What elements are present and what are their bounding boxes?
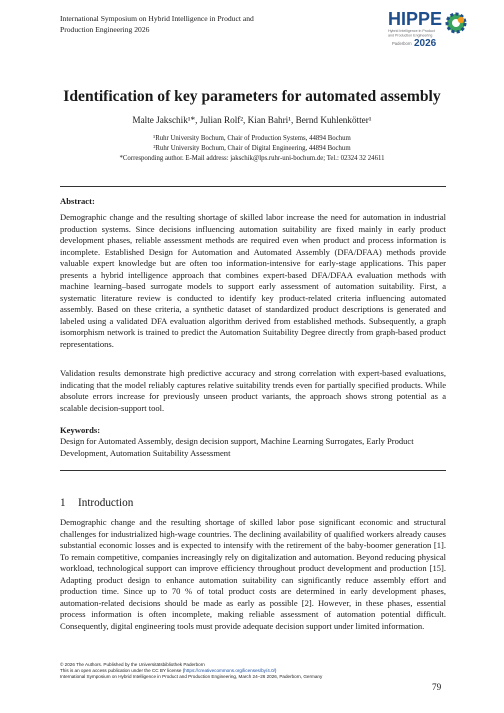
introduction-paragraph: Demographic change and the resulting shortage of skilled labor pose significant economic and structural challenges for industrialized high-wage countries. The declining availability of qualified workers already causes substantial economic losses and is expected to intensify with the retirement of the baby-boomer generation [1]. To remain competitive, companies increasingly rely on digitalization and automation. Beyond reducing physical workload, technological support can improve efficiency throughout product development and production [15]. Adapting product design to enhance automation suitability can significantly reduce assembly effort and production time. Since up to 70 % of total product costs are determined in early development phases, automation-related decisions should be made as early as possible [2]. However, in these phases, essential process information is often incomplete, making reliable assessment of automation potential difficult. Consequently, digital engineering tools must provide adequate decision support under limited information. <box>60 517 446 631</box>
footer-notice <box>60 662 446 681</box>
keywords-text: Design for Automated Assembly, design decision support, Machine Learning Surrogates, Early Product Development, Automation Suitability Assessment <box>60 436 414 458</box>
conference-header <box>60 14 310 35</box>
footer-conference: International Symposium on Hybrid Intelligence in Product and Production Engineering, March 24–26 2026, Paderborn, Germany <box>60 674 323 680</box>
affiliations <box>0 134 504 164</box>
logo-tagline-2: and Production Engineering <box>388 33 433 38</box>
license-link[interactable]: https://creativecommons.org/licenses/by/4.0/ <box>184 668 275 674</box>
hippe-logo <box>388 8 468 50</box>
conference-name-line-2: Production Engineering 2026 <box>60 24 150 34</box>
logo-city: Paderborn <box>392 41 412 46</box>
affiliation-2: ²Ruhr University Bochum, Chair of Digital Engineering, 44894 Bochum <box>153 145 351 152</box>
divider-bottom <box>60 470 446 471</box>
logo-tagline-1: Hybrid Intelligence in Product <box>388 29 435 33</box>
footer-copyright: © 2026 The Authors. Published by the Universitätsbibliothek Paderborn <box>60 662 205 667</box>
author-list: Malte Jakschik¹*, Julian Rolf², Kian Bahri¹, Bernd Kuhlenkötter¹ <box>132 115 372 125</box>
section-number: 1 <box>60 497 66 509</box>
gear-icon <box>447 14 465 32</box>
abstract-paragraph-1: Demographic change and the resulting shortage of skilled labor increase the need for automation in industrial production systems. Since decisions influencing automation suitability are fixed mainly in early product development phases, reliable assessment methods are required even when product and process information is incomplete. Established Design for Automation and Automated Assembly (DFA/DFAA) methods provide valuable expert knowledge but are often too information-intensive for early-stage applications. This paper presents a hybrid intelligence approach that combines expert-based DFA/DFAA evaluation methods with machine learning–based surrogate models to support early assessment of automation suitability. First, a systematic literature review is conducted to identify key product-related criteria influencing automated assembly. Based on these criteria, a synthetic dataset of standardized product descriptions is generated and labeled using a validated DFA evaluation algorithm derived from established methods. Subsequently, a graph isomorphism network is trained to predict the Automation Suitability Degree directly from graph-based product representations. <box>60 212 446 349</box>
paper-title: Identification of key parameters for automated assembly <box>63 88 441 105</box>
section-title: Introduction <box>78 497 134 509</box>
corresponding-author: *Corresponding author. E-Mail address: jakschik@lps.ruhr-uni-bochum.de; Tel.: 02324 32 24611 <box>119 155 385 162</box>
conference-name-line-1: International Symposium on Hybrid Intelligence in Product and <box>60 14 254 23</box>
page-number: 79 <box>432 682 442 692</box>
abstract-paragraph-2: Validation results demonstrate high predictive accuracy and strong correlation with expert-based evaluations, indicating that the model reliably captures relative suitability trends even for partially specified products. While absolute errors increase for previously unseen product variants, the approach shows strong potential as a scalable decision-support tool. <box>60 368 446 413</box>
affiliation-1: ¹Ruhr University Bochum, Chair of Production Systems, 44894 Bochum <box>153 135 351 142</box>
keywords-heading: Keywords: <box>60 425 101 435</box>
abstract-heading: Abstract: <box>60 196 95 206</box>
footer-license-text: This is an open access publication under the CC BY license ( <box>60 668 185 674</box>
logo-brand-text: HIPPE <box>388 9 443 29</box>
footer-license-close: ) <box>274 668 277 674</box>
divider-top <box>60 186 446 187</box>
logo-year: 2026 <box>414 38 437 49</box>
section-heading <box>60 497 133 509</box>
